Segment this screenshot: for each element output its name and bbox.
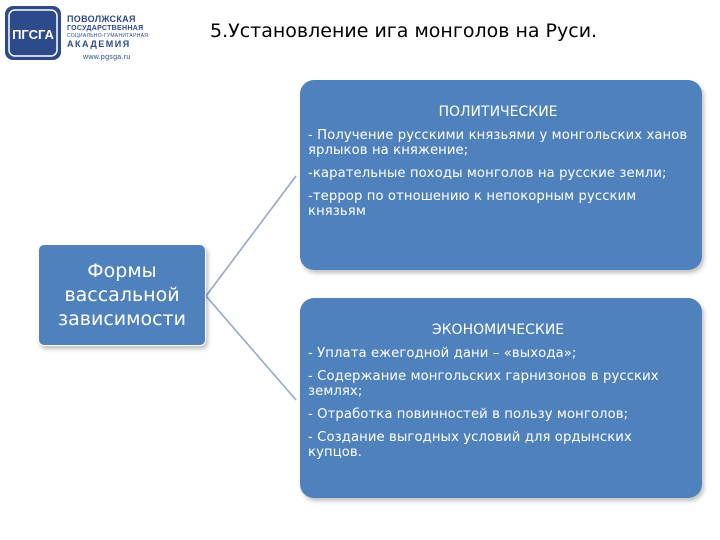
logo-line-1: ПОВОЛЖСКАЯ <box>67 14 136 24</box>
logo-line-2: ГОСУДАРСТВЕННАЯ <box>67 25 144 32</box>
political-item: - Получение русскими князьями у монгольских ханов ярлыков на княжение; <box>308 128 688 158</box>
logo-url: www.pgsga.ru <box>83 54 131 61</box>
economic-item: - Уплата ежегодной дани – «выхода»; <box>308 346 577 361</box>
political-node <box>300 80 702 270</box>
political-item: -террор по отношению к непокорным русским князьям <box>308 189 637 219</box>
economic-item: - Содержание монгольских гарнизонов в русских землях; <box>308 369 659 399</box>
political-heading: ПОЛИТИЧЕСКИЕ <box>438 104 558 120</box>
logo-abbr: ПГСГА <box>12 27 54 42</box>
economic-heading: ЭКОНОМИЧЕСКИЕ <box>431 322 565 338</box>
root-label: Формы вассальной зависимости <box>58 260 186 330</box>
economic-item: - Отработка повинностей в пользу монголов; <box>308 407 629 422</box>
logo-line-4: АКАДЕМИЯ <box>67 39 131 49</box>
logo-line-3: СОЦИАЛЬНО-ГУМАНИТАРНАЯ <box>67 33 149 39</box>
economic-item: - Создание выгодных условий для ордынских купцов. <box>308 430 632 460</box>
connector-economic <box>206 296 296 400</box>
political-item: -карательные походы монголов на русские земли; <box>308 166 667 181</box>
root-node <box>38 244 206 346</box>
slide-title: 5.Установление ига монголов на Руси. <box>210 20 598 42</box>
economic-node <box>300 298 702 498</box>
connector-political <box>206 176 296 296</box>
